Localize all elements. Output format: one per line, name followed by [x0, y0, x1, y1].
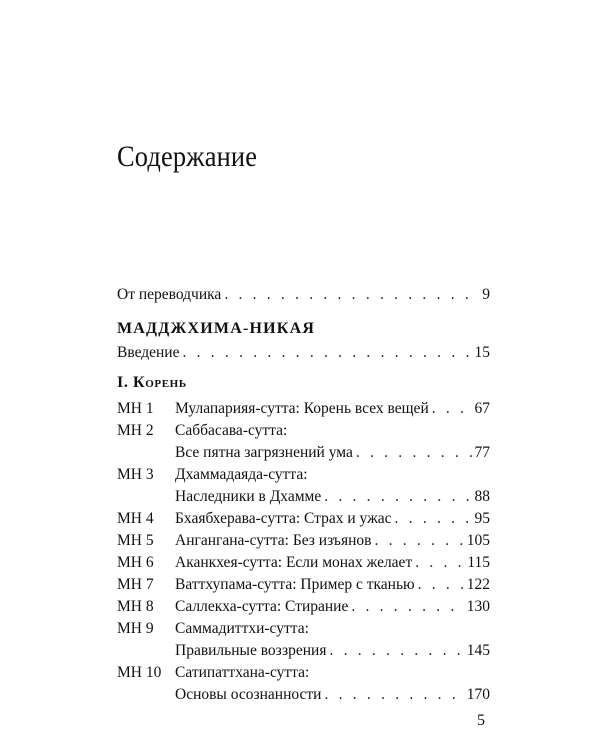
toc-page-number: 122: [466, 576, 490, 593]
toc-label: Введение: [117, 344, 180, 361]
toc-entry-mn8[interactable]: [175, 596, 490, 618]
toc-page-number: 9: [482, 286, 490, 303]
toc-page-number: 105: [466, 532, 490, 549]
sutta-code: МН 10: [117, 664, 162, 681]
toc-label: Все пятна загрязнений ума: [175, 444, 353, 461]
toc-entry-mn2-title: [175, 420, 475, 442]
toc-page-number: 170: [466, 686, 490, 703]
page-number: 5: [477, 712, 485, 729]
toc-label: Бхаябхерава-сутта: Страх и ужас: [175, 510, 392, 527]
page-title: Содержание: [117, 140, 258, 173]
toc-entry-mn2[interactable]: [175, 442, 490, 464]
sutta-code: МН 2: [117, 422, 154, 439]
toc-page-number: 130: [466, 598, 490, 615]
sutta-code: МН 8: [117, 598, 154, 615]
sutta-code: МН 9: [117, 620, 154, 637]
toc-label: Ангангана-сутта: Без изъянов: [175, 532, 372, 549]
toc-label: Ваттхупама-сутта: Пример с тканью: [175, 576, 415, 593]
toc-label: Наследники в Дхамме: [175, 488, 322, 505]
toc-label: Дхаммадаяда-сутта:: [175, 466, 308, 483]
toc-entry-mn3-title: [175, 464, 475, 486]
sutta-code: МН 7: [117, 576, 154, 593]
toc-label: Саммадиттхи-сутта:: [175, 620, 309, 637]
sutta-code: МН 3: [117, 466, 154, 483]
toc-label: Основы осознанности: [175, 686, 322, 703]
dot-leader: [432, 398, 472, 420]
part-heading: МАДДЖХИМА-НИКАЯ: [117, 320, 316, 337]
toc-entry-mn5[interactable]: [175, 530, 490, 552]
dot-leader: [324, 684, 463, 706]
sutta-code: МН 4: [117, 510, 154, 527]
toc-entry-mn10[interactable]: [175, 684, 490, 706]
toc-label: Аканкхея-сутта: Если монах желает: [175, 554, 413, 571]
dot-leader: [356, 442, 472, 464]
toc-entry-mn4[interactable]: [175, 508, 490, 530]
section-name: Корень: [133, 374, 187, 391]
toc-page-number: 15: [474, 344, 490, 361]
dot-leader: [418, 574, 464, 596]
dot-leader: [224, 284, 479, 306]
section-heading: [117, 374, 187, 392]
toc-row-translator[interactable]: [117, 284, 490, 306]
toc-entry-mn10-title: [175, 662, 475, 684]
toc-label: От переводчика: [117, 286, 222, 303]
sutta-code: МН 5: [117, 532, 154, 549]
toc-page-number: 115: [467, 554, 490, 571]
toc-page-number: 77: [474, 444, 490, 461]
toc-label: Мулапарияя-сутта: Корень всех вещей: [175, 400, 429, 417]
toc-label: Саллекха-сутта: Стирание: [175, 598, 349, 615]
dot-leader: [415, 552, 464, 574]
dot-leader: [182, 342, 471, 364]
dot-leader: [324, 486, 471, 508]
toc-entry-mn9[interactable]: [175, 640, 490, 662]
toc-row-introduction[interactable]: [117, 342, 490, 364]
toc-entry-mn3[interactable]: [175, 486, 490, 508]
toc-label: Саббасава-сутта:: [175, 422, 288, 439]
toc-entry-mn1[interactable]: [175, 398, 490, 420]
sutta-code: МН 6: [117, 554, 154, 571]
sutta-code: МН 1: [117, 400, 154, 417]
toc-entry-mn7[interactable]: [175, 574, 490, 596]
toc-page-number: 88: [474, 488, 490, 505]
toc-entry-mn9-title: [175, 618, 475, 640]
toc-entry-mn6[interactable]: [175, 552, 490, 574]
dot-leader: [329, 640, 463, 662]
toc-label: Сатипаттхана-сутта:: [175, 664, 310, 681]
toc-page-number: 95: [474, 510, 490, 527]
toc-page-number: 145: [466, 642, 490, 659]
dot-leader: [351, 596, 463, 618]
toc-label: Правильные воззрения: [175, 642, 327, 659]
section-numeral: I.: [117, 374, 129, 391]
dot-leader: [395, 508, 472, 530]
dot-leader: [374, 530, 463, 552]
toc-page-number: 67: [474, 400, 490, 417]
